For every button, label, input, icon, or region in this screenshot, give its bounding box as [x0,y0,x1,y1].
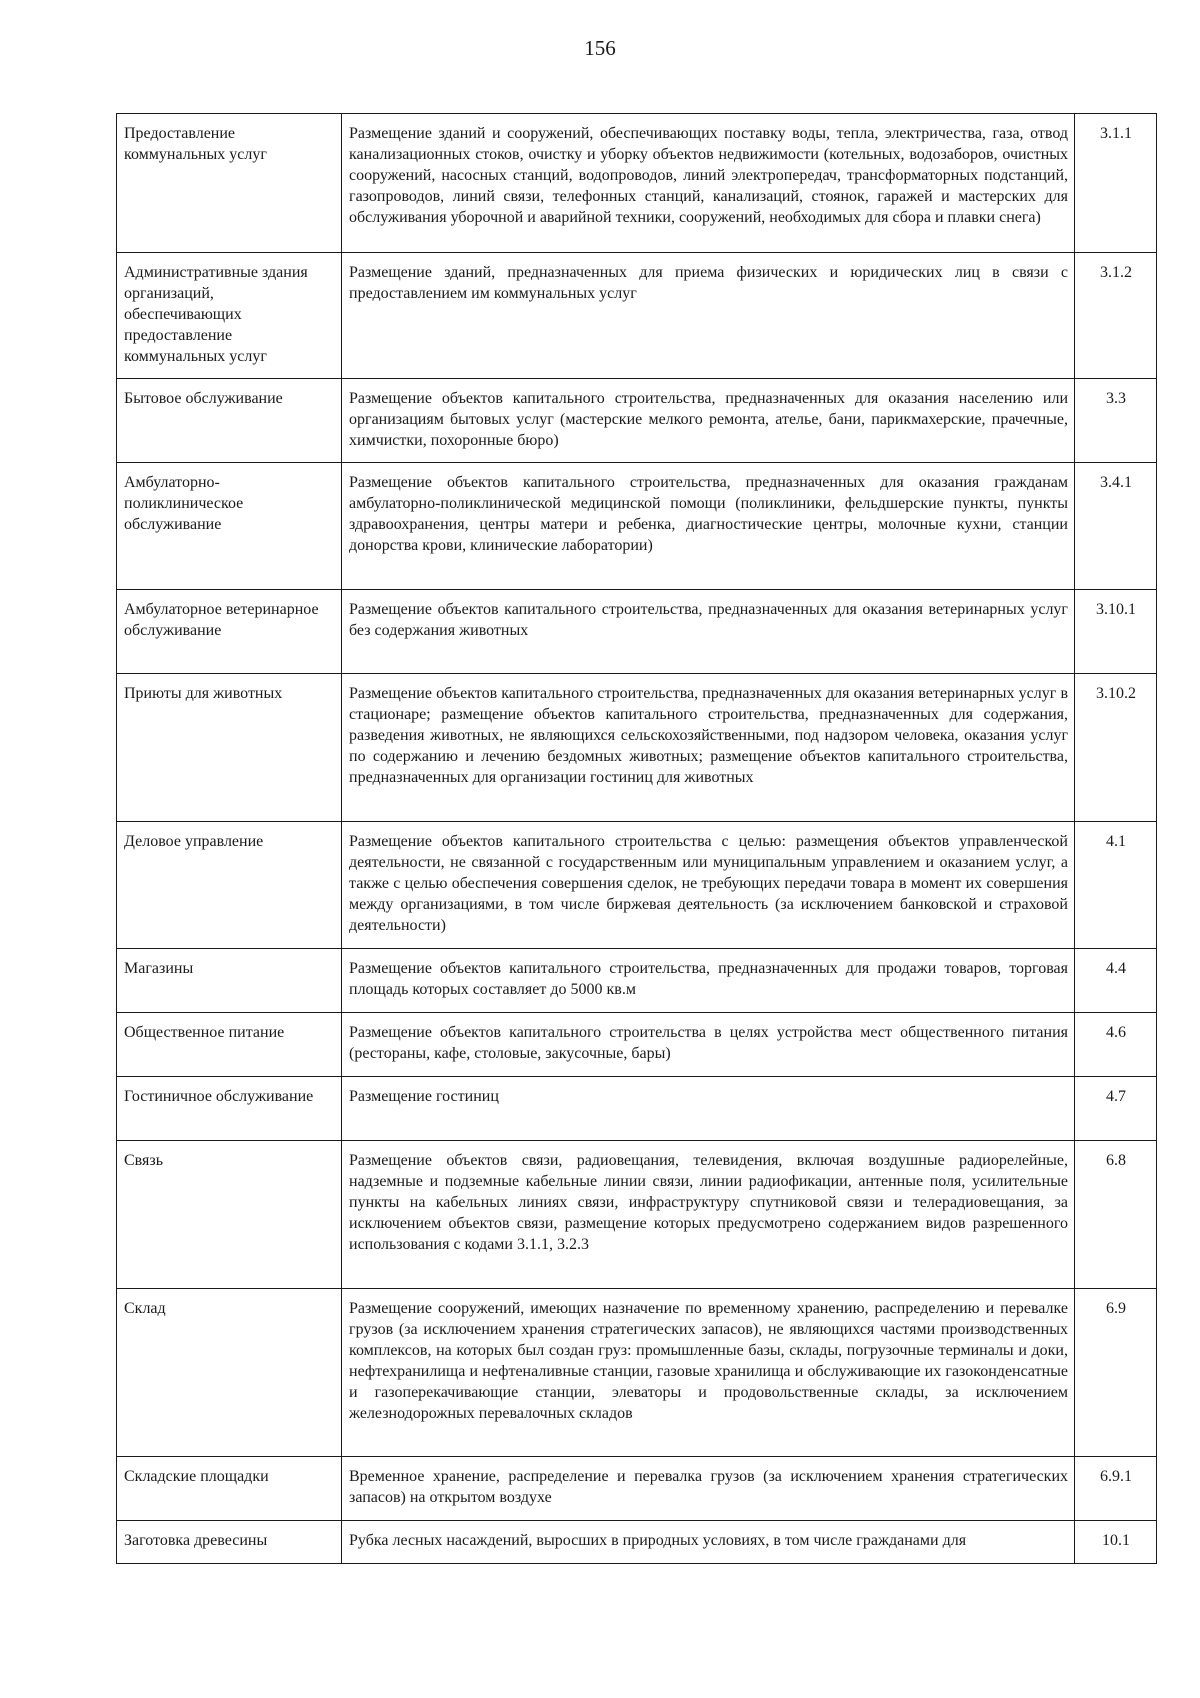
use-type-name: Административные здания организаций, обеспечивающих предоставление коммунальных услуг [117,253,342,379]
use-type-description: Размещение гостиниц [342,1077,1075,1141]
use-type-code: 4.4 [1075,949,1157,1013]
use-type-code: 4.6 [1075,1013,1157,1077]
table-row [117,114,1157,253]
use-type-description: Размещение объектов капитального строительства, предназначенных для продажи товаров, торговая площадь которых составляет до 5000 кв.м [342,949,1075,1013]
use-type-code: 6.9.1 [1075,1457,1157,1521]
use-type-code: 6.9 [1075,1289,1157,1457]
table-row [117,463,1157,590]
table-row [117,253,1157,379]
use-type-description: Размещение сооружений, имеющих назначение по временному хранению, распределению и перевалке грузов (за исключением хранения стратегических запасов), не являющихся частями производственных комплексов, на которых был создан груз: промышленные базы, склады, погрузочные терминалы и доки, нефтехранилища и нефтеналивные станции, газовые хранилища и обслуживающие их газоконденсатные и газоперекачивающие станции, элеваторы и продовольственные склады, за исключением железнодорожных перевалочных складов [342,1289,1075,1457]
table-row [117,674,1157,822]
use-type-code: 3.3 [1075,379,1157,463]
use-type-code: 3.4.1 [1075,463,1157,590]
land-use-table [116,113,1157,1564]
use-type-name: Склад [117,1289,342,1457]
table-row [117,379,1157,463]
use-type-name: Деловое управление [117,822,342,949]
use-type-description: Размещение зданий, предназначенных для приема физических и юридических лиц в связи с предоставлением им коммунальных услуг [342,253,1075,379]
use-type-code: 3.1.1 [1075,114,1157,253]
use-type-description: Размещение объектов связи, радиовещания, телевидения, включая воздушные радиорелейные, надземные и подземные кабельные линии связи, линии радиофикации, антенные поля, усилительные пункты на кабельных линиях связи, инфраструктуру спутниковой связи и телерадиовещания, за исключением объектов связи, размещение которых предусмотрено содержанием видов разрешенного использования с кодами 3.1.1, 3.2.3 [342,1141,1075,1289]
use-type-name: Заготовка древесины [117,1521,342,1564]
use-type-name: Складские площадки [117,1457,342,1521]
page-number: 156 [584,36,616,60]
use-type-description: Размещение объектов капитального строительства в целях устройства мест общественного питания (рестораны, кафе, столовые, закусочные, бары) [342,1013,1075,1077]
table-row [117,1013,1157,1077]
use-type-code: 4.1 [1075,822,1157,949]
table-row [117,1521,1157,1564]
use-type-description: Размещение объектов капитального строительства, предназначенных для оказания населению или организациям бытовых услуг (мастерские мелкого ремонта, ателье, бани, парикмахерские, прачечные, химчистки, похоронные бюро) [342,379,1075,463]
use-type-code: 3.10.1 [1075,590,1157,674]
use-type-code: 3.1.2 [1075,253,1157,379]
table-row [117,822,1157,949]
use-type-name: Гостиничное обслуживание [117,1077,342,1141]
use-type-code: 6.8 [1075,1141,1157,1289]
use-type-code: 10.1 [1075,1521,1157,1564]
table-row [117,949,1157,1013]
use-type-name: Общественное питание [117,1013,342,1077]
use-type-description: Размещение зданий и сооружений, обеспечивающих поставку воды, тепла, электричества, газа, отвод канализационных стоков, очистку и уборку объектов недвижимости (котельных, водозаборов, очистных сооружений, насосных станций, водопроводов, линий электропередач, трансформаторных подстанций, газопроводов, линий связи, телефонных станций, канализаций, стоянок, гаражей и мастерских для обслуживания уборочной и аварийной техники, сооружений, необходимых для сбора и плавки снега) [342,114,1075,253]
table-row [117,1141,1157,1289]
use-type-name: Амбулаторное ветеринарное обслуживание [117,590,342,674]
table-row [117,1457,1157,1521]
use-type-name: Связь [117,1141,342,1289]
use-type-name: Бытовое обслуживание [117,379,342,463]
use-type-description: Размещение объектов капитального строительства, предназначенных для оказания ветеринарных услуг без содержания животных [342,590,1075,674]
use-type-description: Временное хранение, распределение и перевалка грузов (за исключением хранения стратегических запасов) на открытом воздухе [342,1457,1075,1521]
use-type-description: Рубка лесных насаждений, выросших в природных условиях, в том числе гражданами для [342,1521,1075,1564]
use-type-name: Предоставление коммунальных услуг [117,114,342,253]
table-row [117,590,1157,674]
use-type-name: Амбулаторно-поликлиническое обслуживание [117,463,342,590]
use-type-description: Размещение объектов капитального строительства с целью: размещения объектов управленческой деятельности, не связанной с государственным или муниципальным управлением и оказанием услуг, а также с целью обеспечения совершения сделок, не требующих передачи товара в момент их совершения между организациями, в том числе биржевая деятельность (за исключением банковской и страховой деятельности) [342,822,1075,949]
use-type-name: Приюты для животных [117,674,342,822]
table-row [117,1289,1157,1457]
use-type-code: 4.7 [1075,1077,1157,1141]
use-type-description: Размещение объектов капитального строительства, предназначенных для оказания ветеринарных услуг в стационаре; размещение объектов капитального строительства, предназначенных для содержания, разведения животных, не являющихся сельскохозяйственными, под надзором человека, оказания услуг по содержанию и лечению бездомных животных; размещение объектов капитального строительства, предназначенных для организации гостиниц для животных [342,674,1075,822]
use-type-description: Размещение объектов капитального строительства, предназначенных для оказания гражданам амбулаторно-поликлинической медицинской помощи (поликлиники, фельдшерские пункты, пункты здравоохранения, центры матери и ребенка, диагностические центры, молочные кухни, станции донорства крови, клинические лаборатории) [342,463,1075,590]
use-type-name: Магазины [117,949,342,1013]
table-row [117,1077,1157,1141]
use-type-code: 3.10.2 [1075,674,1157,822]
